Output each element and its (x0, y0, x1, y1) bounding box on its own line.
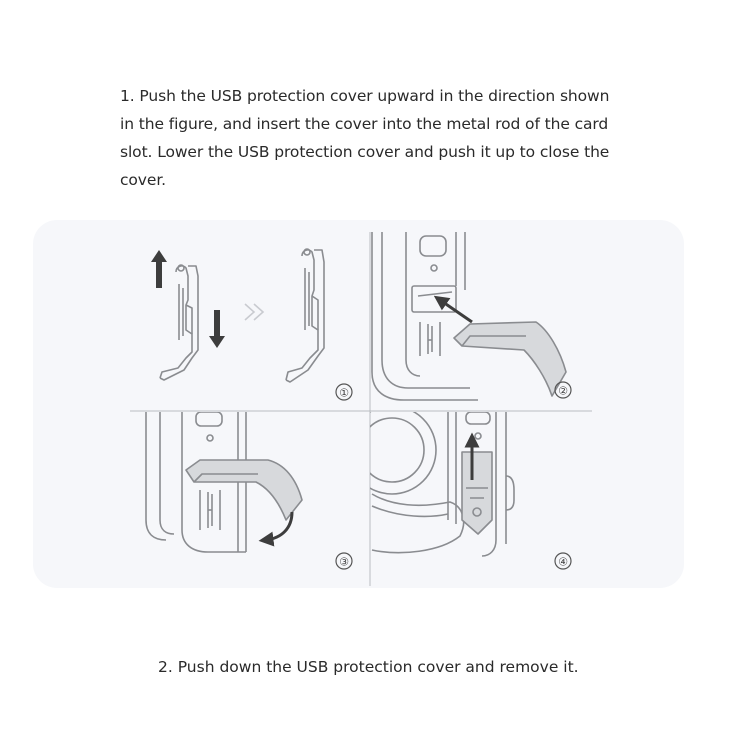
step-1-line-2: in the figure, and insert the cover into the metal rod of the card (120, 115, 609, 133)
arrow-down-icon (209, 310, 225, 348)
step-figure-1 (160, 249, 324, 382)
step-1-line-4: cover. (120, 171, 166, 189)
svg-text:③: ③ (339, 555, 349, 569)
step-label-4 (555, 553, 571, 569)
arrow-up-icon (151, 250, 167, 288)
cover-clip-left (160, 265, 198, 380)
panel-dividers (130, 232, 592, 586)
usb-cover (454, 322, 566, 396)
step-1-line-3: slot. Lower the USB protection cover and push it up to close the (120, 143, 610, 161)
step-figure-3 (146, 412, 302, 552)
svg-text:②: ② (558, 384, 568, 398)
svg-text:④: ④ (558, 555, 568, 569)
step-label-1 (336, 384, 352, 400)
step-label-3 (336, 553, 352, 569)
step-figure-2 (372, 232, 566, 400)
step-figure-4 (348, 406, 514, 556)
step-label-2 (555, 382, 571, 398)
double-chevron-icon (245, 304, 263, 320)
usb-cover (462, 452, 492, 534)
svg-text:①: ① (339, 386, 349, 400)
usb-cover (186, 460, 302, 520)
step-2-instruction: 2. Push down the USB protection cover and remove it. (158, 658, 579, 676)
step-1-line-1: 1. Push the USB protection cover upward in the direction shown (120, 87, 610, 105)
cover-clip-right (286, 249, 324, 382)
